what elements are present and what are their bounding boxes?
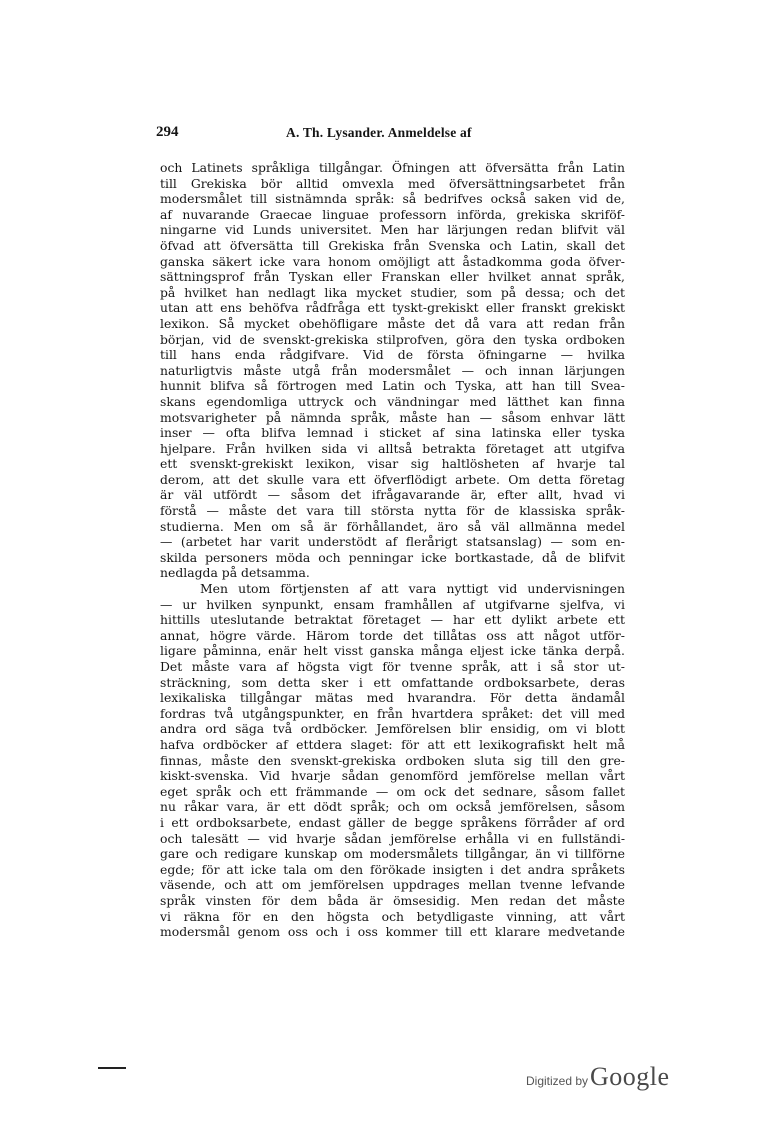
text-line: Men utom förtjensten af att vara nyttigt vid undervisningen xyxy=(200,581,625,597)
text-line: ningarne vid Lunds universitet. Men har lärjungen redan blifvit väl xyxy=(160,222,625,238)
text-line: af nuvarande Graecae linguae professorn införda, grekiska skriföf- xyxy=(160,206,625,222)
text-line: skans egendomliga uttryck och vändningar med lätthet kan finna xyxy=(160,393,625,409)
text-line: studierna. Men om så är förhållandet, äro så väl allmänna medel xyxy=(160,518,625,534)
text-line: ganska säkert icke vara honom omöjligt att åstadkomma goda öfver- xyxy=(160,253,625,269)
google-logo: Google xyxy=(590,1062,670,1091)
page-number: 294 xyxy=(156,124,179,140)
paragraph-1 xyxy=(160,160,625,581)
text-line: sättningsprof från Tyskan eller Franskan eller hvilket annat språk, xyxy=(160,269,625,285)
text-line: ligare påminna, enär helt visst ganska många eljest icke tänka derpå. xyxy=(160,643,625,659)
text-line: kiskt-svenska. Vid hvarje sådan genomförd jemförelse mellan vårt xyxy=(160,768,625,784)
text-line: — (arbetet har varit understödt af flerårigt statsanslag) — som en- xyxy=(160,534,625,550)
text-line: hunnit blifva så förtrogen med Latin och Tyska, att han till Svea- xyxy=(160,378,625,394)
text-line: lexikon. Så mycket obehöfligare måste det då vara att redan från xyxy=(160,315,625,331)
text-line: utan att ens behöfva rådfråga ett tyskt-grekiskt eller franskt grekiskt xyxy=(160,300,625,316)
text-line: språk vinsten för dem båda är ömsesidig. Men redan det måste xyxy=(160,892,625,908)
text-line: förstå — måste det vara till största nytta för de klassiska språk- xyxy=(160,503,625,519)
text-line: hafva ordböcker af ettdera slaget: för att ett lexikografiskt helt må xyxy=(160,736,625,752)
text-line: och Latinets språkliga tillgångar. Öfningen att öfversätta från Latin xyxy=(160,160,625,175)
text-line: fordras två utgångspunkter, en från hvartdera språket: det vill med xyxy=(160,705,625,721)
text-line: nedlagda på detsamma. xyxy=(160,565,310,581)
text-line: motsvarigheter på nämnda språk, måste han — såsom enhvar lätt xyxy=(160,409,625,425)
text-line: på hvilket han nedlagt lika mycket studier, som på dessa; och det xyxy=(160,284,625,300)
text-line: eget språk och ett främmande — om ock det sednare, såsom fallet xyxy=(160,783,625,799)
body-text xyxy=(160,160,625,940)
text-line: början, vid de svenskt-grekiska stilprofven, göra den tyska ordboken xyxy=(160,331,625,347)
text-line: egde; för att icke tala om den förökade insigten i det andra språkets xyxy=(160,861,625,877)
text-line: inser — ofta blifva lemnad i sticket af sina latinska eller tyska xyxy=(160,425,625,441)
google-watermark xyxy=(526,1062,670,1092)
text-line: gare och redigare kunskap om modersmålets tillgångar, än vi tillförne xyxy=(160,846,625,862)
text-line: är väl utfördt — såsom det ifrågavarande är, efter allt, hvad vi xyxy=(160,487,625,503)
text-line: nu råkar vara, är ett dödt språk; och om också jemförelsen, såsom xyxy=(160,799,625,815)
text-line: och talesätt — vid hvarje sådan jemförelse erhålla vi en fullständi- xyxy=(160,830,625,846)
digitized-by-text: Digitized by xyxy=(526,1074,589,1088)
text-line: till Grekiska bör alltid omvexla med öfversättningsarbetet från xyxy=(160,175,625,191)
text-line: ett svenskt-grekiskt lexikon, visar sig haltlösheten af hvarje tal xyxy=(160,456,625,472)
text-line: skilda personers möda och penningar icke bortkastade, då de blifvit xyxy=(160,549,625,565)
footer-rule xyxy=(98,1067,126,1069)
text-line: annat, högre värde. Härom torde det tillåtas oss att något utför- xyxy=(160,627,625,643)
text-line: modersmålet till sistnämnda språk: så bedrifves också saken vid de, xyxy=(160,191,625,207)
text-line: väsende, och att om jemförelsen uppdrages mellan tvenne lefvande xyxy=(160,877,625,893)
text-line: i ett ordboksarbete, endast gäller de begge språkens förråder af ord xyxy=(160,814,625,830)
page-header xyxy=(156,124,636,146)
text-line: hittills uteslutande betraktat företaget — har ett dylikt arbete ett xyxy=(160,612,625,628)
text-line: finnas, måste den svenskt-grekiska ordboken sluta sig till den gre- xyxy=(160,752,625,768)
text-line: derom, att det skulle vara ett öfverflödigt arbete. Om detta företag xyxy=(160,471,625,487)
text-line: sträckning, som detta sker i ett omfattande ordboksarbete, deras xyxy=(160,674,625,690)
text-line: vi räkna för en den högsta och betydligaste vinning, att vårt xyxy=(160,908,625,924)
text-line: naturligtvis måste utgå från modersmålet — och innan lärjungen xyxy=(160,362,625,378)
text-line: — ur hvilken synpunkt, ensam framhållen af utgifvarne sjelfva, vi xyxy=(160,596,625,612)
text-line: modersmål genom oss och i oss kommer till ett klarare medvetande xyxy=(160,924,625,940)
paragraph-2 xyxy=(160,581,625,940)
running-title: A. Th. Lysander. Anmeldelse af xyxy=(286,125,472,140)
text-line: hjelpare. Från hvilken sida vi alltså betrakta företaget att utgifva xyxy=(160,440,625,456)
text-line: andra ord säga två ordböcker. Jemförelsen blir ensidig, om vi blott xyxy=(160,721,625,737)
text-line: lexikaliska tillgångar mätas med hvarandra. För detta ändamål xyxy=(160,690,625,706)
text-line: öfvad att öfversätta till Grekiska från Svenska och Latin, skall det xyxy=(160,237,625,253)
text-line: Det måste vara af högsta vigt för tvenne språk, att i så stor ut- xyxy=(160,659,625,674)
text-line: till hans enda rådgifvare. Vid de första öfningarne — hvilka xyxy=(160,347,625,363)
